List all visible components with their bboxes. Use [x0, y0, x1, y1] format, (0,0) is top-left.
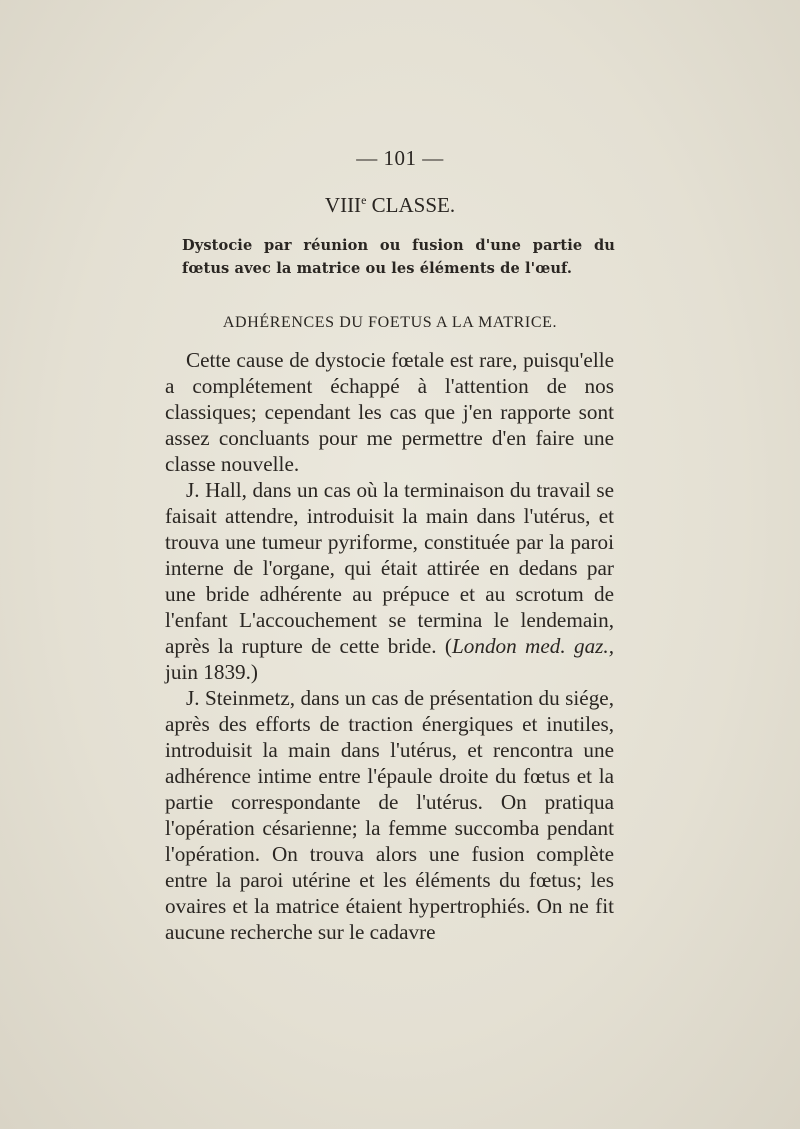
- class-heading-label: CLASSE.: [366, 193, 456, 217]
- section-rubric: Dystocie par réunion ou fusion d'une partie du fœtus avec la matrice ou les éléments de l'œuf.: [182, 237, 615, 277]
- section-subheading: ADHÉRENCES DU FOETUS A LA MATRICE.: [222, 314, 558, 331]
- class-heading-numeral: VIII: [324, 193, 362, 217]
- paragraph-steinmetz-case: J. Steinmetz, dans un cas de présentation du siége, après des efforts de traction énergiques et inutiles, introduisit la main dans l'utérus, et rencontra une adhérence intime entre l'épaule droite du fœtus et la partie correspondante de l'utérus. On pratiqua l'opération césarienne; la femme succomba pendant l'opération. On trouva alors une fusion complète entre la paroi utérine et les éléments du fœtus; les ovaires et la matrice étaient hypertrophiés. On ne fit aucune recherche sur le cadavre: [165, 686, 614, 944]
- hall-case-text: J. Hall, dans un cas où la terminaison du travail se faisait attendre, introduisit la main dans l'utérus, et trouva une tumeur pyriforme, constituée par la paroi interne de l'organe, qui était attirée en dedans par une bride adhérente au prépuce et au scrotum de l'enfant L'accouchement se termina le lendemain, après la rupture de cette bride. (: [165, 478, 614, 658]
- hall-case-date: juin 1839.): [165, 660, 258, 684]
- hall-case-citation: London med. gaz.,: [451, 634, 615, 658]
- class-heading-superscript: e: [361, 193, 367, 207]
- class-heading: [0, 193, 780, 218]
- paragraph-intro: Cette cause de dystocie fœtale est rare, puisqu'elle a complétement échappé à l'attention de nos classiques; cependant les cas que j'en rapporte sont assez concluants pour me permettre d'en faire une classe nouvelle.: [165, 348, 614, 476]
- page-number: — 101 —: [356, 146, 444, 170]
- body-text: [165, 347, 614, 945]
- paragraph-hall-case: [165, 477, 614, 685]
